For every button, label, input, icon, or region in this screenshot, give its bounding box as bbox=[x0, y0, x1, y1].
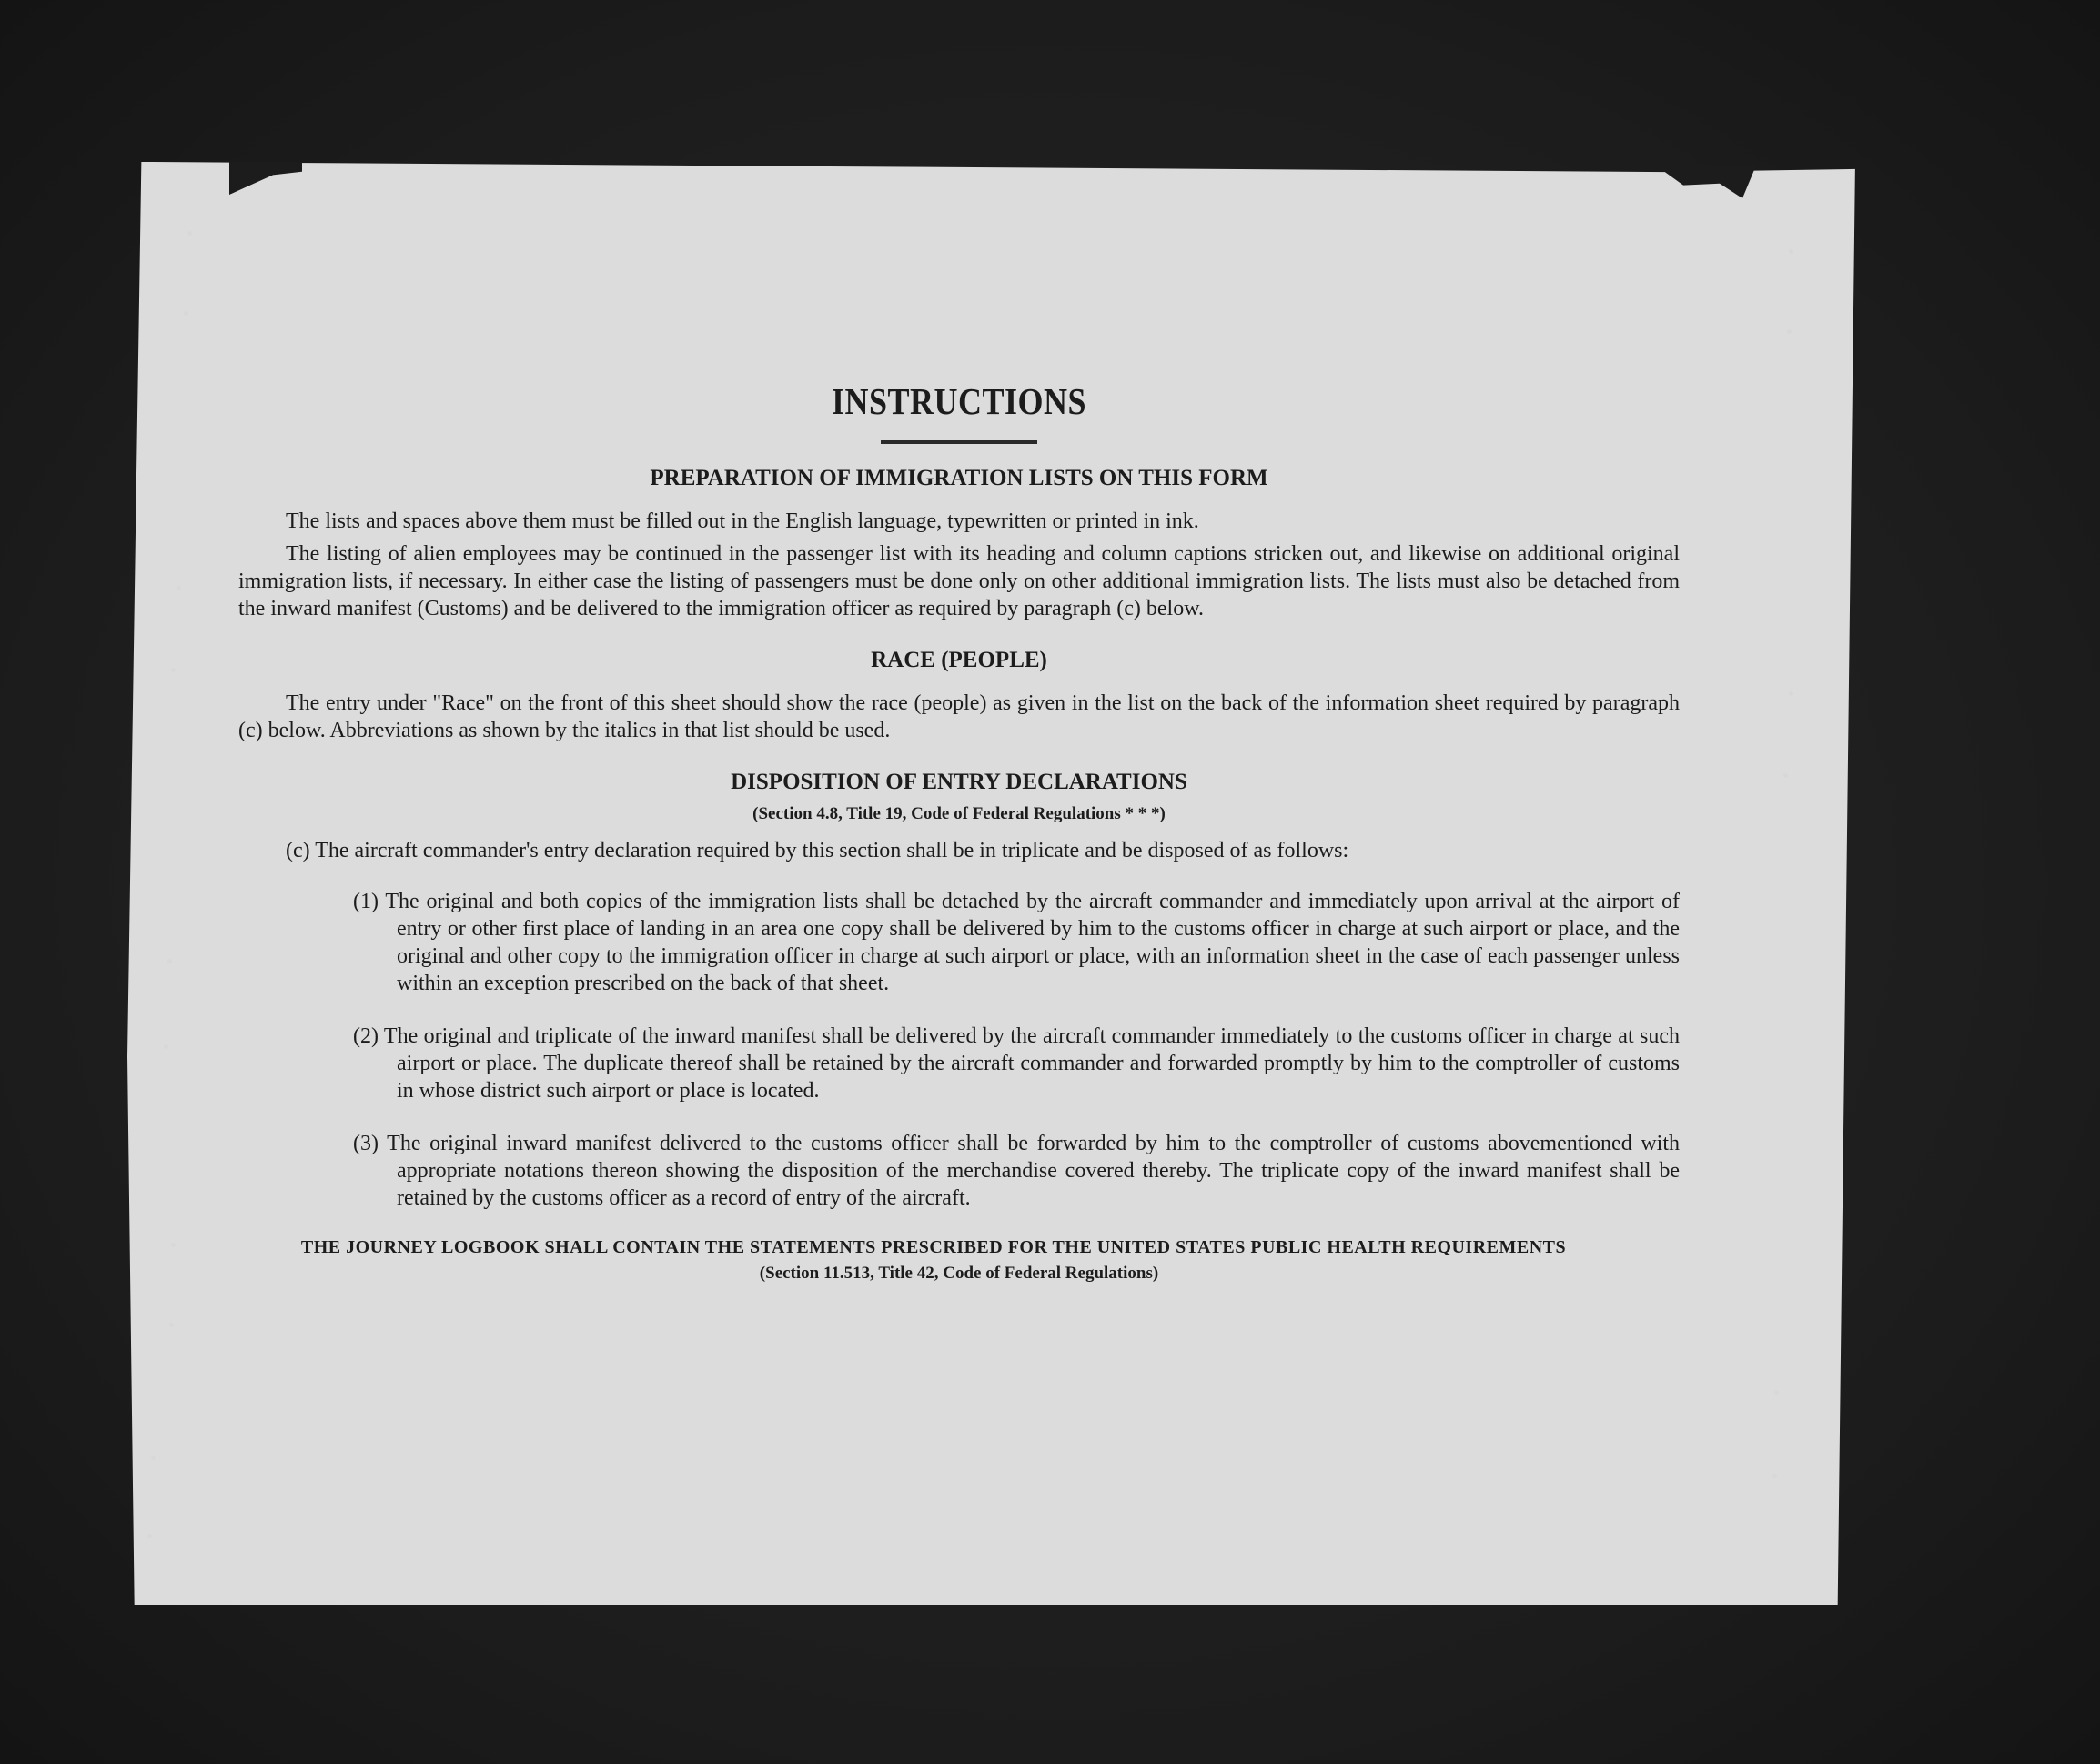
edge-mark bbox=[171, 1243, 176, 1247]
disposition-heading: DISPOSITION OF ENTRY DECLARATIONS bbox=[731, 770, 1187, 794]
footer-citation: (Section 11.513, Title 42, Code of Federal Regulations) bbox=[759, 1264, 1159, 1283]
disposition-item-3: (3) The original inward manifest delivered to the customs officer shall be forwarded by him to the comptroller of customs abovementioned with appropriate notations thereon showing the disposition of the merchandise covered thereby. The triplicate copy of the inward manifest shall be retained by the customs officer as a record of entry of the aircraft. bbox=[353, 1132, 1680, 1210]
preparation-paragraph-2: The listing of alien employees may be continued in the passenger list with its heading and column captions stricken out, and likewise on additional original immigration lists, if necessary. In either case the listing of passengers must be done only on other additional immigration lists. The lists must also be detached from the inward manifest (Customs) and be delivered to the immigration officer as required by paragraph (c) below. bbox=[238, 542, 1680, 620]
title-underline bbox=[881, 440, 1037, 444]
edge-mark bbox=[167, 959, 172, 963]
edge-mark bbox=[1772, 1474, 1777, 1478]
edge-mark bbox=[187, 231, 192, 236]
edge-mark bbox=[184, 311, 188, 316]
disposition-intro: (c) The aircraft commander's entry declaration required by this section shall be in triplicate and be disposed of as follows: bbox=[286, 839, 1349, 862]
preparation-paragraph-1: The lists and spaces above them must be filled out in the English language, typewritten or printed in ink. bbox=[286, 509, 1199, 533]
disposition-item-1: (1) The original and both copies of the immigration lists shall be detached by the aircraft commander and immediately upon arrival at the airport of entry or other first place of landing in an area one copy shall be delivered by him to the customs officer in charge at such airport or place, and the original and other copy to the immigration officer in charge at such airport or place, with an information sheet in the case of each passenger unless within an exception prescribed on the back of that sheet. bbox=[353, 890, 1680, 995]
edge-mark bbox=[1789, 691, 1793, 696]
edge-mark bbox=[147, 1534, 152, 1538]
edge-mark bbox=[177, 586, 181, 590]
document-content bbox=[238, 364, 1680, 1284]
edge-mark bbox=[1787, 329, 1792, 334]
disposition-item-2: (2) The original and triplicate of the inward manifest shall be delivered by the aircraft commander immediately to the customs officer in charge at such airport or place. The duplicate thereof shall be retained by the aircraft commander and forwarded promptly by him to the comptroller of customs in whose district such airport or place is located. bbox=[353, 1024, 1680, 1103]
edge-mark bbox=[164, 1044, 168, 1049]
race-heading: RACE (PEOPLE) bbox=[871, 648, 1047, 672]
edge-mark bbox=[169, 1323, 174, 1327]
preparation-heading: PREPARATION OF IMMIGRATION LISTS ON THIS FORM bbox=[650, 466, 1268, 490]
page-title: INSTRUCTIONS bbox=[831, 380, 1087, 422]
footer-statement: THE JOURNEY LOGBOOK SHALL CONTAIN THE STATEMENTS PRESCRIBED FOR THE UNITED STATES PUBLIC HEALTH REQUIREMENTS bbox=[300, 1237, 1567, 1257]
edge-mark bbox=[1783, 773, 1788, 778]
race-paragraph: The entry under "Race" on the front of this sheet should show the race (people) as given in the list on the back of the information sheet required by paragraph (c) below. Abbreviations as shown by the italics in that list should be used. bbox=[238, 691, 1680, 742]
edge-mark bbox=[171, 668, 176, 672]
disposition-citation: (Section 4.8, Title 19, Code of Federal Regulations * * *) bbox=[752, 804, 1166, 823]
edge-mark bbox=[1789, 249, 1793, 254]
edge-mark bbox=[151, 1456, 156, 1460]
edge-mark bbox=[1774, 1390, 1779, 1395]
